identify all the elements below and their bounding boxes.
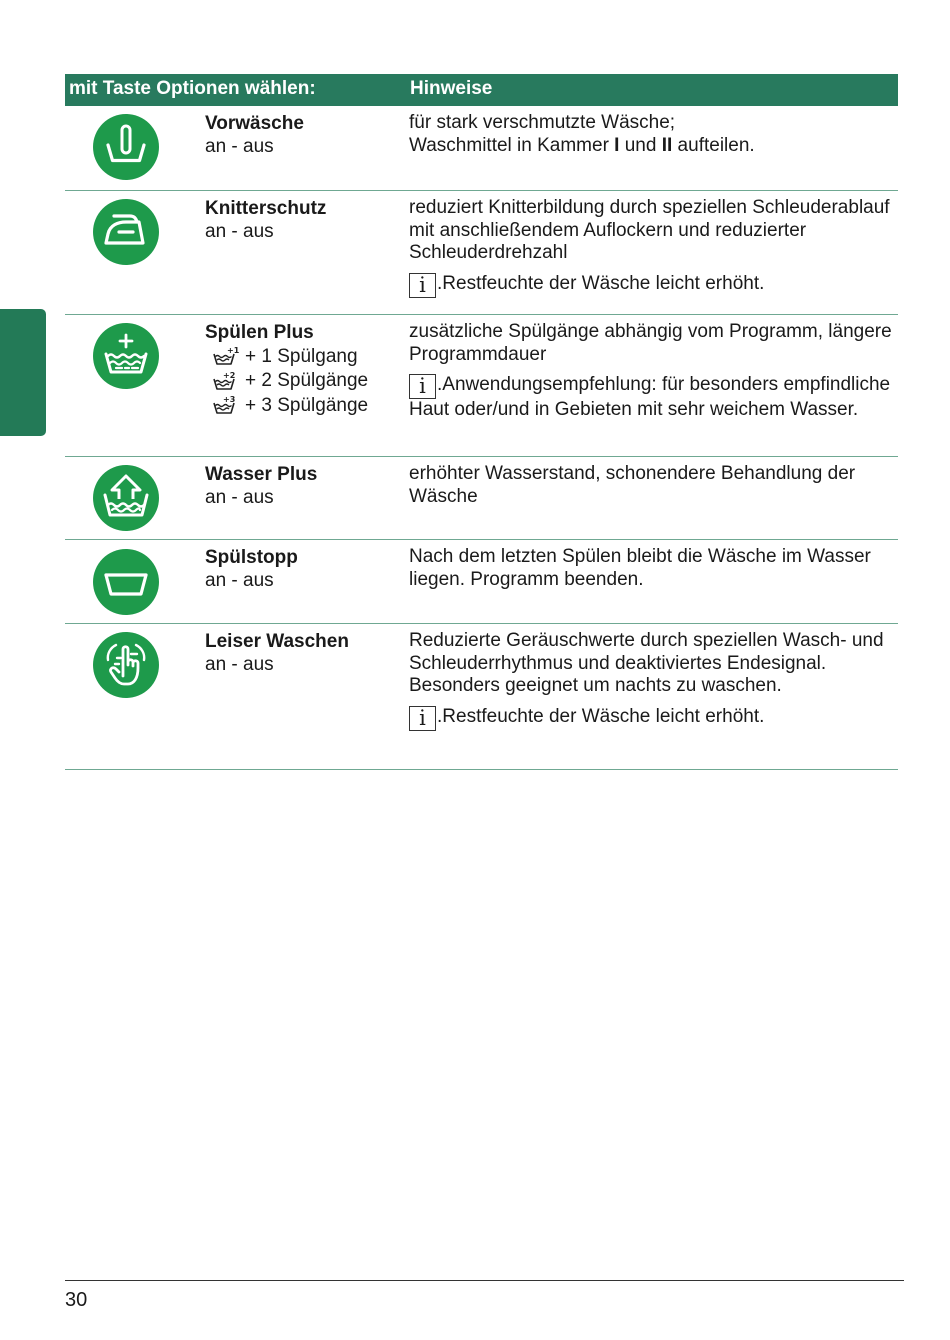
sub-option-1 — [205, 344, 368, 369]
rinse-plus-icon — [93, 323, 159, 389]
info-icon: i — [409, 374, 436, 399]
option-title: Spülstopp — [205, 547, 298, 568]
table-row-silent-wash — [65, 624, 898, 770]
option-note: Reduzierte Geräuschwerte durch speziellen Wasch- und Schleuderrhythmus und deaktiviertes Endesignal. Besonders geeignet um nachts zu waschen. i .Restfeuchte der Wäsche leicht erhöht. — [409, 630, 884, 730]
rinse-hold-icon — [93, 549, 159, 615]
header-notes: Hinweise — [410, 78, 493, 99]
table-row-crease-protection — [65, 191, 898, 315]
info-icon: i — [409, 706, 436, 731]
sub-option-3 — [205, 393, 368, 418]
footer-divider — [65, 1280, 904, 1281]
sub-option-label: + 3 Spülgänge — [245, 394, 369, 416]
option-title: Spülen Plus — [205, 322, 314, 343]
option-note: zusätzliche Spülgänge abhängig vom Programm, längere Programmdauer i .Anwendungsempfehlung: für besonders empfindliche Haut oder/und in Gebieten mit sehr weichem Wasser. — [409, 321, 892, 420]
table-row-water-plus — [65, 457, 898, 540]
rinse-plus-2-icon — [212, 371, 236, 391]
silent-wash-icon — [93, 632, 159, 698]
table-row-rinse-hold — [65, 540, 898, 624]
iron-icon — [93, 199, 159, 265]
option-note: für stark verschmutzte Wäsche; Waschmittel in Kammer I und II aufteilen. — [409, 112, 755, 156]
rinse-plus-3-icon — [212, 395, 236, 415]
options-table — [65, 74, 898, 770]
section-tab — [0, 309, 46, 436]
option-state: an - aus — [205, 487, 274, 508]
sub-option-label: + 1 Spülgang — [245, 345, 358, 367]
option-state: an - aus — [205, 654, 274, 675]
option-title: Vorwäsche — [205, 113, 304, 134]
table-row-prewash — [65, 106, 898, 191]
page-number: 30 — [65, 1289, 88, 1311]
option-note: Nach dem letzten Spülen bleibt die Wäsche im Wasser liegen. Programm beenden. — [409, 546, 871, 590]
prewash-icon — [93, 114, 159, 180]
option-title: Leiser Waschen — [205, 631, 349, 652]
table-header — [65, 74, 898, 106]
sub-option-badge: +2 — [223, 370, 236, 380]
option-title: Knitterschutz — [205, 198, 327, 219]
sub-option-label: + 2 Spülgänge — [245, 370, 369, 392]
option-note: erhöhter Wasserstand, schonendere Behandlung der Wäsche — [409, 463, 856, 507]
sub-option-badge: +3 — [223, 395, 236, 405]
table-row-rinse-plus — [65, 315, 898, 457]
option-state: an - aus — [205, 136, 274, 157]
sub-option-2 — [205, 369, 368, 394]
header-options: mit Taste Optionen wählen: — [69, 78, 316, 99]
info-icon: i — [409, 273, 436, 298]
rinse-plus-1-icon — [212, 346, 240, 366]
sub-option-badge: +1 — [227, 346, 240, 356]
option-note: reduziert Knitterbildung durch speziellen Schleuderablauf mit anschließendem Auflockern und reduzierter Schleuderdrehzahl i .Restfeuchte der Wäsche leicht erhöht. — [409, 197, 890, 297]
option-state: an - aus — [205, 221, 274, 242]
option-state: an - aus — [205, 570, 274, 591]
option-title: Wasser Plus — [205, 464, 318, 485]
water-plus-icon — [93, 465, 159, 531]
